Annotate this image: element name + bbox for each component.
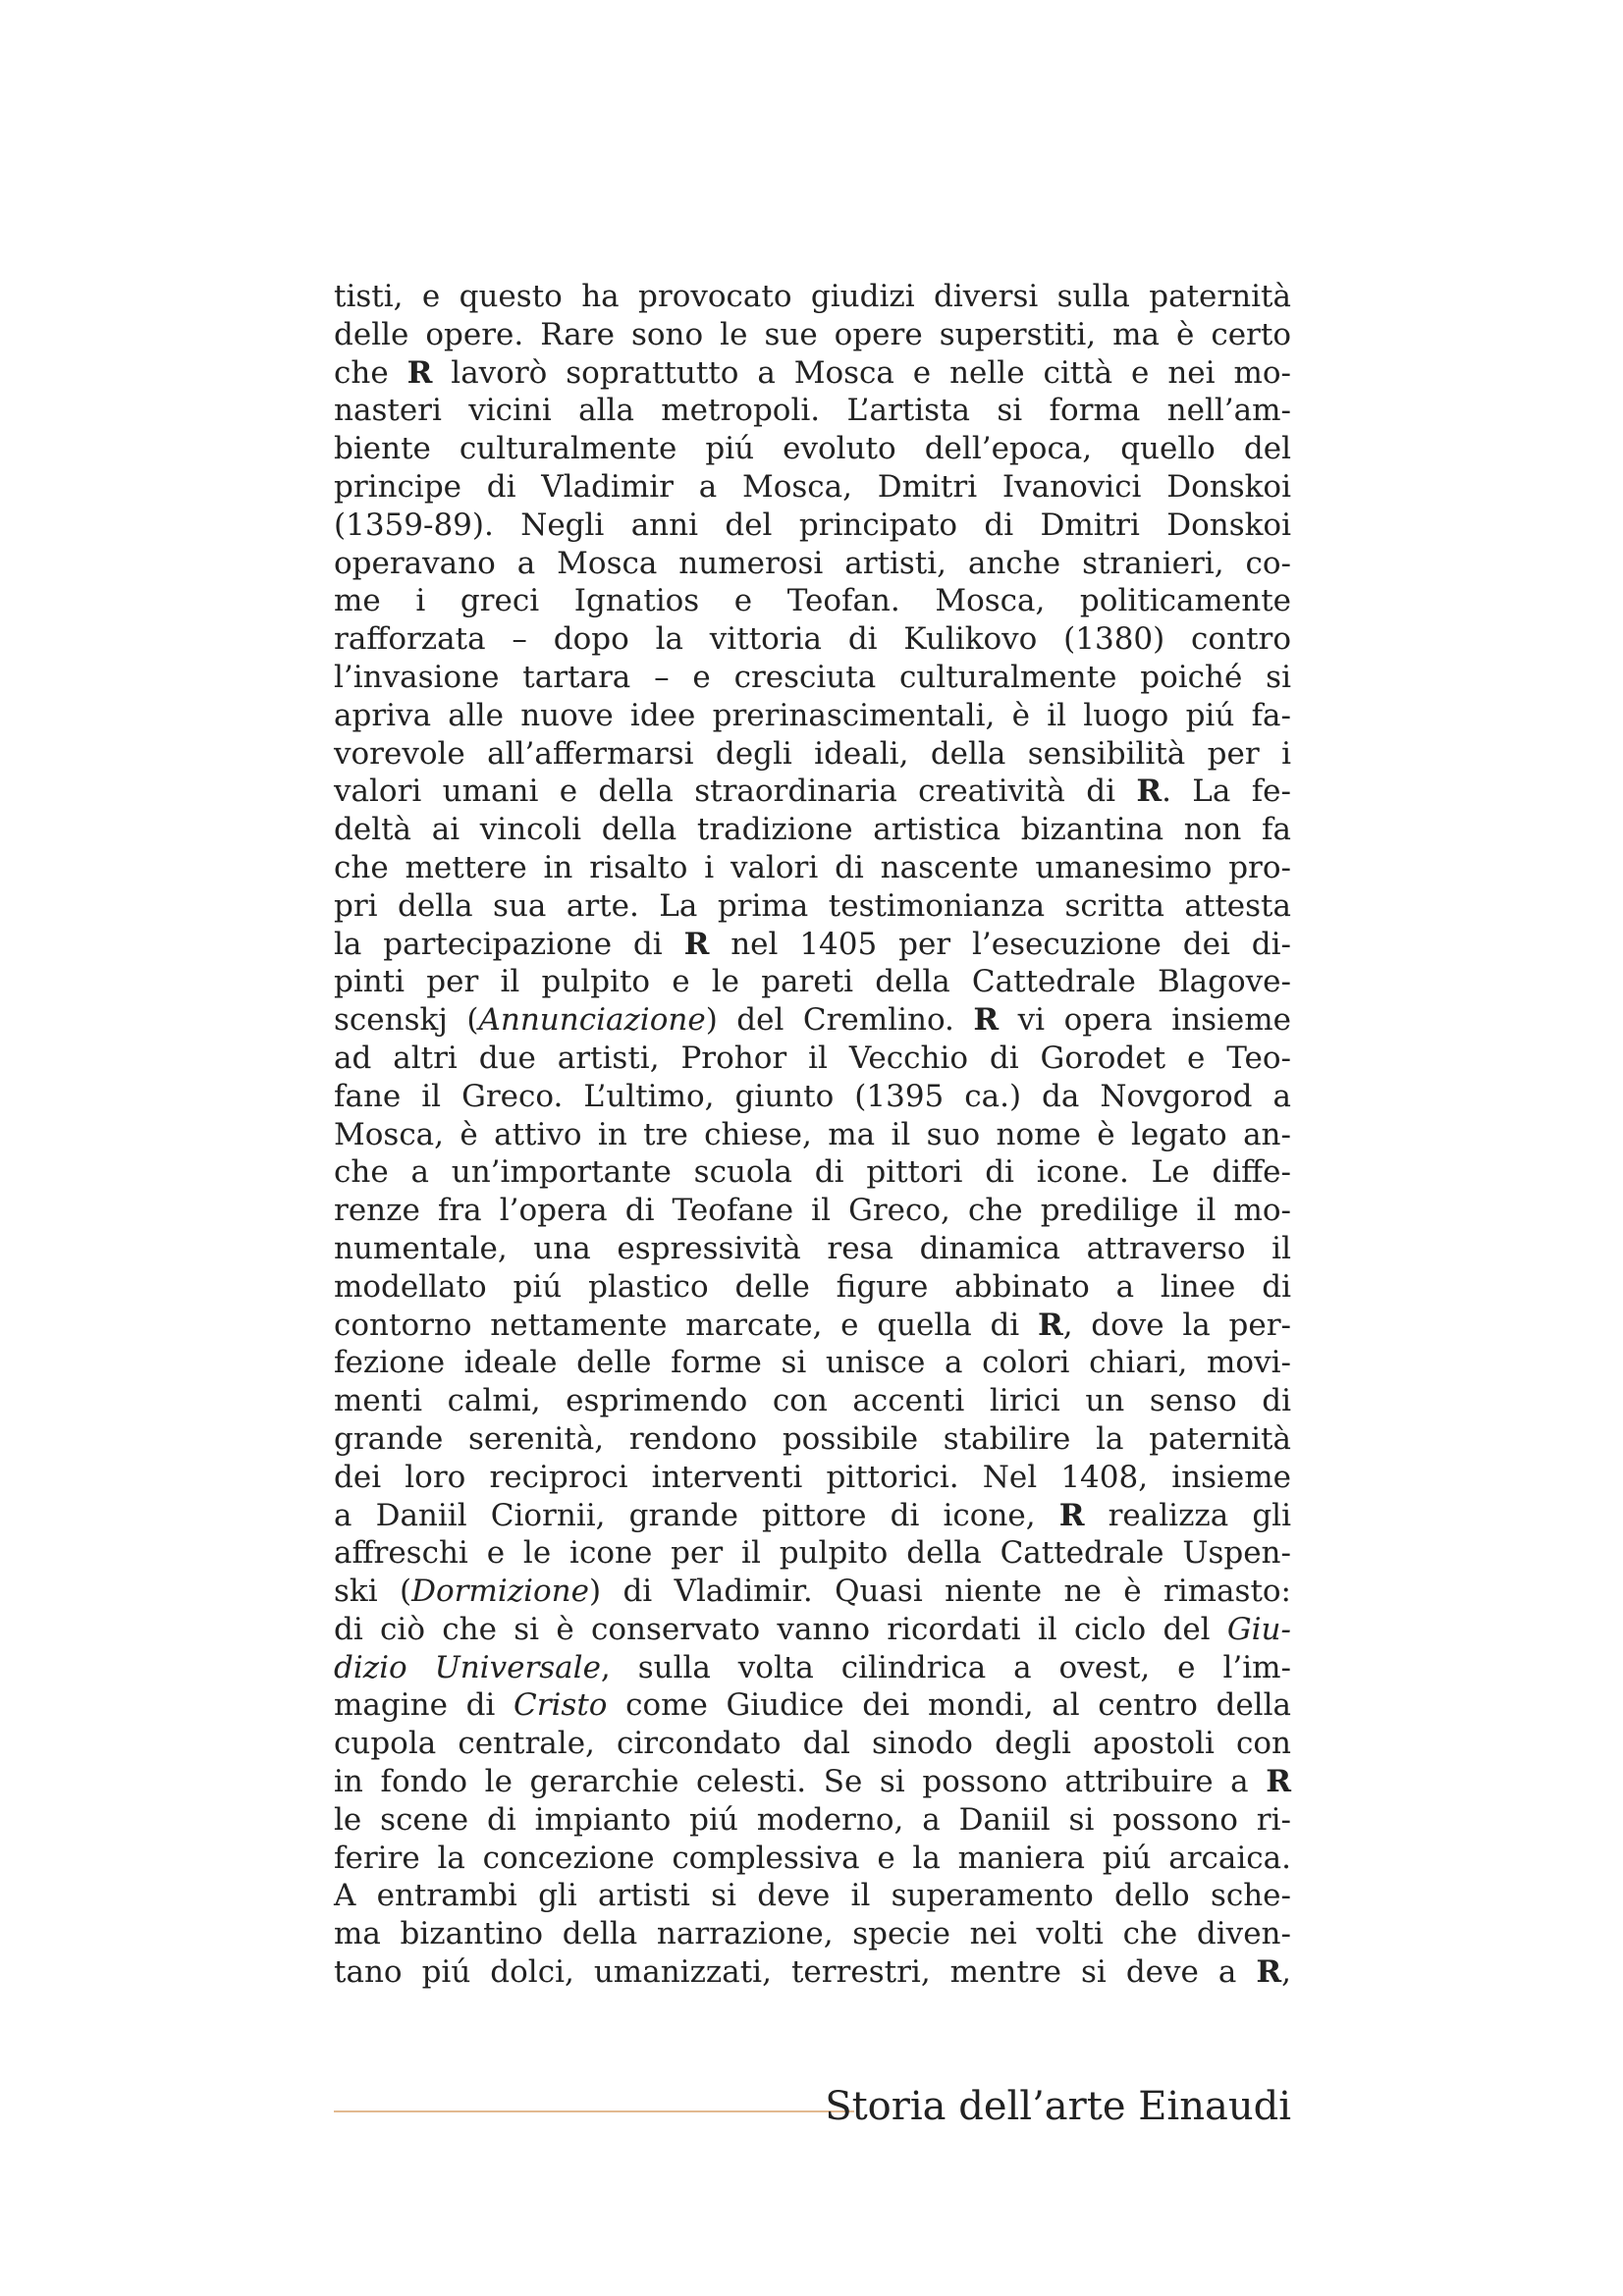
- text-line: scenskj (Annunciazione) del Cremlino. R vi opera insieme: [334, 1002, 1291, 1039]
- text-line: modellato piú plastico delle figure abbinato a linee di: [334, 1268, 1291, 1305]
- text-line: a Daniil Ciornii, grande pittore di icone, R realizza gli: [334, 1497, 1291, 1533]
- text-line: principe di Vladimir a Mosca, Dmitri Ivanovici Donskoi: [334, 468, 1291, 505]
- text-line: affreschi e le icone per il pulpito della Cattedrale Uspen-: [334, 1535, 1291, 1572]
- text-line: biente culturalmente piú evoluto dell’epoca, quello del: [334, 431, 1291, 467]
- text-line: contorno nettamente marcate, e quella di R, dove la per-: [334, 1307, 1291, 1343]
- body-text: [334, 278, 1291, 1992]
- text-line: rafforzata – dopo la vittoria di Kulikovo (1380) contro: [334, 621, 1291, 658]
- text-line: ski (Dormizione) di Vladimir. Quasi niente ne è rimasto:: [334, 1574, 1292, 1610]
- text-line: vorevole all’affermarsi degli ideali, della sensibilità per i: [334, 735, 1291, 772]
- text-line: fane il Greco. L’ultimo, giunto (1395 ca.) da Novgorod a: [334, 1078, 1291, 1114]
- text-line: pri della sua arte. La prima testimonianza scritta attesta: [334, 887, 1291, 924]
- text-line: che a un’importante scuola di pittori di icone. Le diffe-: [334, 1154, 1291, 1191]
- text-line: valori umani e della straordinaria creatività di R. La fe-: [334, 774, 1291, 810]
- text-line: magine di Cristo come Giudice dei mondi, al centro della: [334, 1687, 1291, 1724]
- footer-title: Storia dell’arte Einaudi: [825, 2084, 1291, 2129]
- text-line: la partecipazione di R nel 1405 per l’esecuzione dei di-: [334, 926, 1291, 962]
- text-line: operavano a Mosca numerosi artisti, anche stranieri, co-: [334, 545, 1291, 581]
- text-line: numentale, una espressività resa dinamica attraverso il: [334, 1230, 1291, 1266]
- text-line: fezione ideale delle forme si unisce a colori chiari, movi-: [334, 1345, 1291, 1381]
- text-line: renze fra l’opera di Teofane il Greco, che predilige il mo-: [334, 1193, 1291, 1229]
- footer-rule: [334, 2110, 854, 2112]
- text-line: cupola centrale, circondato dal sinodo degli apostoli con: [334, 1726, 1291, 1762]
- text-line: me i greci Ignatios e Teofan. Mosca, politicamente: [334, 583, 1291, 619]
- text-line: ma bizantino della narrazione, specie nei volti che diven-: [334, 1916, 1291, 1952]
- text-line: menti calmi, esprimendo con accenti lirici un senso di: [334, 1383, 1291, 1419]
- text-line: Mosca, è attivo in tre chiese, ma il suo nome è legato an-: [334, 1116, 1291, 1152]
- text-line: le scene di impianto piú moderno, a Daniil si possono ri-: [334, 1801, 1291, 1838]
- text-line: (1359-89). Negli anni del principato di Dmitri Donskoi: [334, 507, 1291, 543]
- text-line: grande serenità, rendono possibile stabilire la paternità: [334, 1420, 1291, 1457]
- text-line: nasteri vicini alla metropoli. L’artista si forma nell’am-: [334, 393, 1291, 429]
- text-line: che mettere in risalto i valori di nascente umanesimo pro-: [334, 849, 1291, 885]
- text-line: l’invasione tartara – e cresciuta culturalmente poiché si: [334, 659, 1291, 695]
- text-line: ad altri due artisti, Prohor il Vecchio di Gorodet e Teo-: [334, 1040, 1291, 1076]
- text-line: che R lavorò soprattutto a Mosca e nelle città e nei mo-: [334, 354, 1291, 391]
- text-line: deltà ai vincoli della tradizione artistica bizantina non fa: [334, 812, 1291, 848]
- text-line: delle opere. Rare sono le sue opere superstiti, ma è certo: [334, 316, 1291, 352]
- text-line: pinti per il pulpito e le pareti della Cattedrale Blagove-: [334, 964, 1291, 1000]
- text-line: ferire la concezione complessiva e la maniera piú arcaica.: [334, 1840, 1291, 1876]
- text-line: A entrambi gli artisti si deve il superamento dello sche-: [334, 1878, 1291, 1914]
- text-line: dizio Universale, sulla volta cilindrica a ovest, e l’im-: [334, 1649, 1291, 1685]
- text-line: di ciò che si è conservato vanno ricordati il ciclo del Giu-: [334, 1611, 1291, 1647]
- text-line: tano piú dolci, umanizzati, terrestri, mentre si deve a R,: [334, 1954, 1291, 1991]
- text-line: in fondo le gerarchie celesti. Se si possono attribuire a R: [334, 1764, 1291, 1800]
- text-line: apriva alle nuove idee prerinascimentali, è il luogo piú fa-: [334, 697, 1291, 733]
- text-line: dei loro reciproci interventi pittorici. Nel 1408, insieme: [334, 1459, 1291, 1495]
- text-line: tisti, e questo ha provocato giudizi diversi sulla paternità: [334, 279, 1291, 314]
